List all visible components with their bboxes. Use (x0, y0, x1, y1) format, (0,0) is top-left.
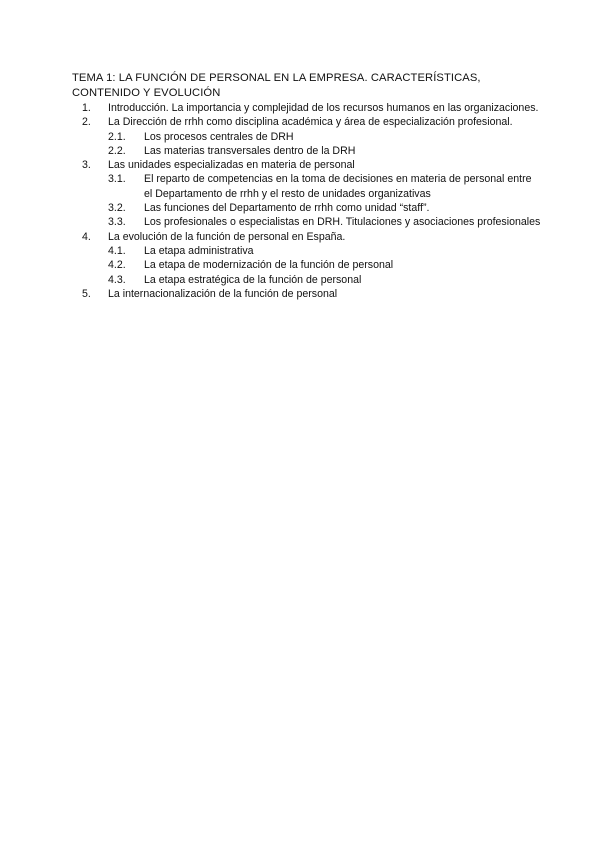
item-text: La internacionalización de la función de personal (108, 287, 338, 300)
list-subitem (72, 130, 542, 144)
item-text: Los procesos centrales de DRH (144, 130, 294, 143)
item-number: 2.2. (108, 144, 126, 157)
item-number: 3.3. (108, 216, 126, 229)
item-text: Introducción. La importancia y complejidad de los recursos humanos en las organizaciones. (108, 102, 539, 114)
list-subitem (72, 244, 542, 258)
list-subitem (72, 201, 542, 215)
item-text: La Dirección de rrhh como disciplina académica y área de especialización profesional. (108, 116, 513, 129)
item-text: La evolución de la función de personal en España. (108, 230, 346, 243)
list-item (72, 101, 542, 115)
item-text: Las materias transversales dentro de la DRH (144, 144, 356, 157)
list-subitem (72, 258, 542, 272)
item-text: Las funciones del Departamento de rrhh como unidad “staff”. (144, 202, 430, 215)
list-item (72, 230, 542, 244)
outline-list (72, 101, 542, 301)
item-number: 4.2. (108, 259, 126, 272)
item-number: 3.2. (108, 202, 126, 215)
list-subitem (72, 144, 542, 158)
list-subitem (72, 215, 542, 229)
item-text: La etapa estratégica de la función de personal (144, 273, 362, 286)
item-number: 5. (82, 287, 91, 300)
item-text: El reparto de competencias en la toma de decisiones en materia de personal entre el Departamento de rrhh y el resto de unidades organizativas (144, 173, 532, 200)
list-subitem (72, 172, 542, 201)
item-text: Los profesionales o especialistas en DRH. Titulaciones y asociaciones profesionales (144, 216, 541, 229)
item-number: 4.3. (108, 273, 126, 286)
item-number: 4. (82, 230, 91, 243)
item-text: La etapa administrativa (144, 244, 254, 257)
item-text: La etapa de modernización de la función de personal (144, 259, 394, 272)
item-text: Las unidades especializadas en materia de personal (108, 159, 355, 172)
list-subitem (72, 273, 542, 287)
item-number: 3. (82, 159, 91, 172)
item-number: 2.1. (108, 130, 126, 143)
list-item (72, 158, 542, 172)
item-number: 4.1. (108, 244, 126, 257)
item-number: 3.1. (108, 173, 126, 186)
list-item (72, 287, 542, 301)
document-title: TEMA 1: LA FUNCIÓN DE PERSONAL EN LA EMPRESA. CARACTERÍSTICAS, CONTENIDO Y EVOLUCIÓN (72, 72, 481, 99)
item-number: 2. (82, 116, 91, 129)
list-item (72, 115, 542, 129)
item-number: 1. (82, 102, 91, 114)
